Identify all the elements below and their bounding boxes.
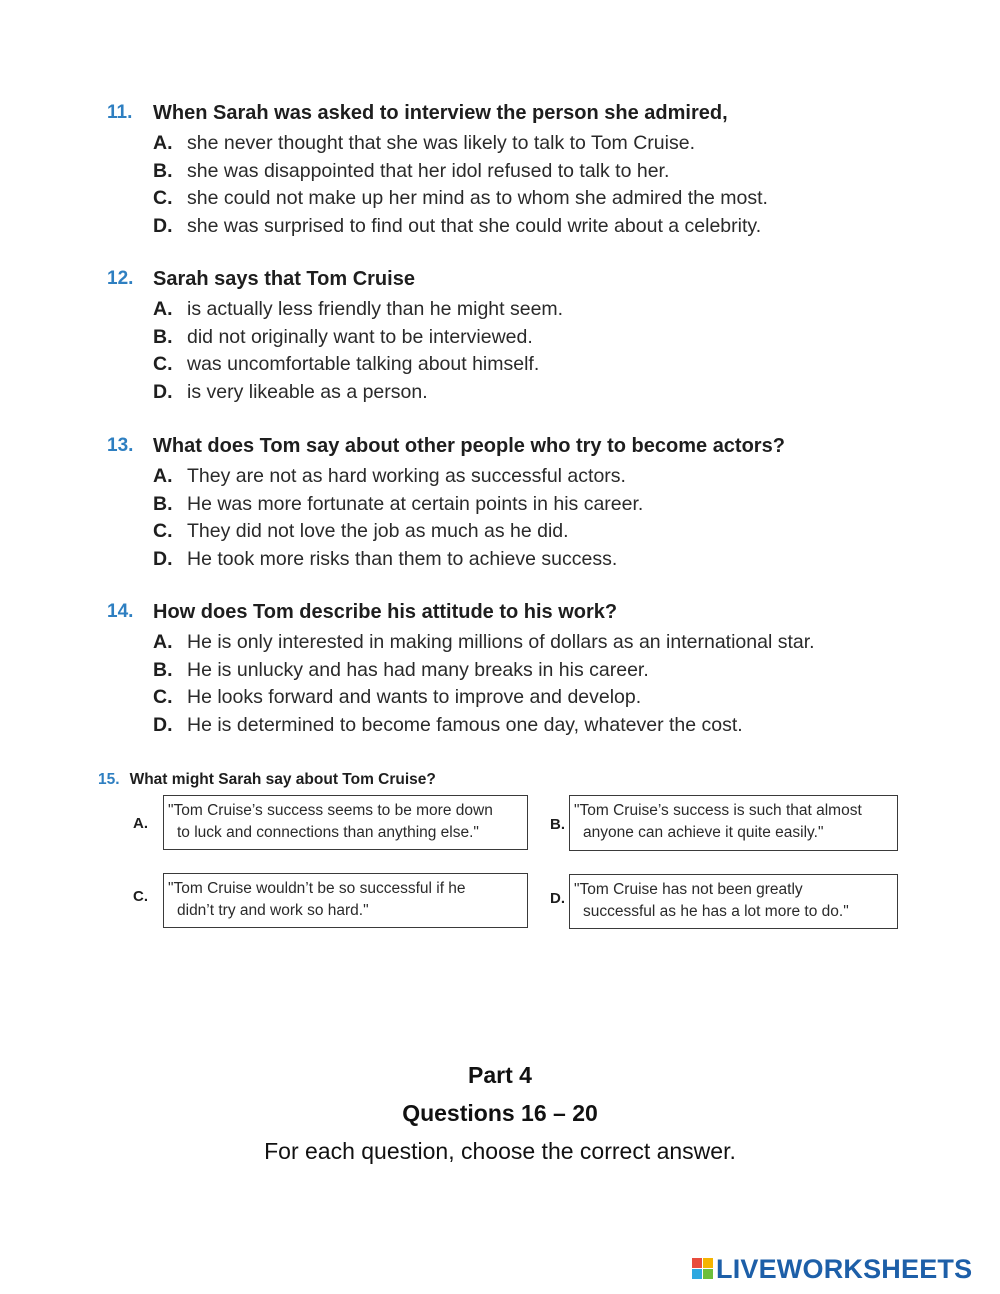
- option-c[interactable]: [107, 686, 967, 714]
- option-letter-b: B.: [550, 816, 565, 833]
- option-text: she never thought that she was likely to talk to Tom Cruise.: [187, 132, 695, 154]
- option-text: she was disappointed that her idol refused to talk to her.: [187, 159, 670, 182]
- option-text: she could not make up her mind as to whom she admired the most.: [187, 187, 768, 210]
- option-text: she was surprised to find out that she could write about a celebrity.: [187, 215, 762, 238]
- question-stem: What does Tom say about other people who try to become actors?: [153, 435, 785, 457]
- part-questions-range: Questions 16 – 20: [402, 1100, 598, 1126]
- question-stem: Sarah says that Tom Cruise: [153, 268, 415, 290]
- option-letter: C.: [153, 187, 173, 210]
- option-d[interactable]: [107, 714, 967, 742]
- option-letter: B.: [153, 658, 173, 681]
- question-stem: What might Sarah say about Tom Cruise?: [129, 771, 436, 788]
- option-text: They are not as hard working as successful actors.: [187, 465, 626, 487]
- option-letter-d: D.: [550, 890, 565, 907]
- option-a[interactable]: [107, 132, 967, 160]
- question-12: [107, 268, 967, 409]
- option-a[interactable]: [107, 465, 967, 493]
- question-15-header: [98, 771, 436, 789]
- part-title: Part 4: [468, 1062, 532, 1088]
- question-number: 15.: [98, 771, 120, 788]
- option-letter: B.: [153, 159, 173, 182]
- option-line: anyone can achieve it quite easily.": [583, 824, 824, 841]
- option-letter: D.: [153, 548, 173, 571]
- option-line: "Tom Cruise wouldn’t be so successful if he: [168, 880, 466, 897]
- question-13: [107, 435, 967, 576]
- question-number: 14.: [107, 601, 134, 622]
- option-letter: A.: [153, 298, 173, 320]
- option-letter-a: A.: [133, 815, 148, 832]
- question-14: [107, 601, 967, 742]
- question-number: 13.: [107, 435, 134, 456]
- option-line: "Tom Cruise’s success is such that almost: [574, 802, 862, 819]
- option-box-c[interactable]: [163, 873, 528, 928]
- option-text: did not originally want to be interviewed.: [187, 325, 533, 348]
- option-b[interactable]: [107, 493, 967, 521]
- option-letter: D.: [153, 215, 173, 238]
- option-text: He is determined to become famous one day, whatever the cost.: [187, 714, 743, 737]
- option-c[interactable]: [107, 520, 967, 548]
- option-a[interactable]: [107, 631, 967, 659]
- option-letter: B.: [153, 325, 173, 348]
- option-c[interactable]: [107, 187, 967, 215]
- option-text: is very likeable as a person.: [187, 381, 428, 404]
- question-stem: How does Tom describe his attitude to his work?: [153, 601, 618, 623]
- option-d[interactable]: [107, 381, 967, 409]
- option-a[interactable]: [107, 298, 967, 326]
- option-text: He is only interested in making millions of dollars as an international star.: [187, 631, 815, 653]
- option-letter: C.: [153, 353, 173, 376]
- option-line: successful as he has a lot more to do.": [583, 903, 849, 920]
- option-letter: D.: [153, 714, 173, 737]
- liveworksheets-logo: [692, 1254, 992, 1284]
- option-text: He was more fortunate at certain points in his career.: [187, 492, 644, 515]
- option-box-a[interactable]: [163, 795, 528, 850]
- option-text: is actually less friendly than he might seem.: [187, 298, 564, 320]
- option-letter: B.: [153, 492, 173, 515]
- option-box-b[interactable]: [569, 795, 898, 851]
- option-line: "Tom Cruise’s success seems to be more down: [168, 802, 493, 819]
- part-instruction: For each question, choose the correct answer.: [264, 1138, 736, 1164]
- option-text: They did not love the job as much as he did.: [187, 520, 569, 543]
- question-stem: When Sarah was asked to interview the person she admired,: [153, 102, 728, 124]
- question-number: 12.: [107, 268, 134, 289]
- option-letter: A.: [153, 132, 173, 154]
- option-text: was uncomfortable talking about himself.: [187, 353, 540, 376]
- option-b[interactable]: [107, 659, 967, 687]
- question-11: [107, 102, 967, 243]
- option-text: He took more risks than them to achieve success.: [187, 548, 618, 571]
- option-letter: C.: [153, 686, 173, 709]
- option-letter: A.: [153, 631, 173, 653]
- option-text: He is unlucky and has had many breaks in his career.: [187, 658, 649, 681]
- option-line: to luck and connections than anything else.": [177, 824, 479, 841]
- option-b[interactable]: [107, 326, 967, 354]
- logo-tiles-icon: [692, 1258, 714, 1280]
- option-text: He looks forward and wants to improve and develop.: [187, 686, 642, 709]
- option-letter-c: C.: [133, 888, 148, 905]
- option-line: "Tom Cruise has not been greatly: [574, 881, 803, 898]
- option-letter: A.: [153, 465, 173, 487]
- option-b[interactable]: [107, 160, 967, 188]
- brand-name: LIVEWORKSHEETS: [716, 1254, 973, 1284]
- option-letter: C.: [153, 520, 173, 543]
- option-c[interactable]: [107, 353, 967, 381]
- option-d[interactable]: [107, 215, 967, 243]
- question-number: 11.: [107, 102, 133, 123]
- option-line: didn’t try and work so hard.": [177, 902, 369, 919]
- option-d[interactable]: [107, 548, 967, 576]
- option-letter: D.: [153, 381, 173, 404]
- option-box-d[interactable]: [569, 874, 898, 929]
